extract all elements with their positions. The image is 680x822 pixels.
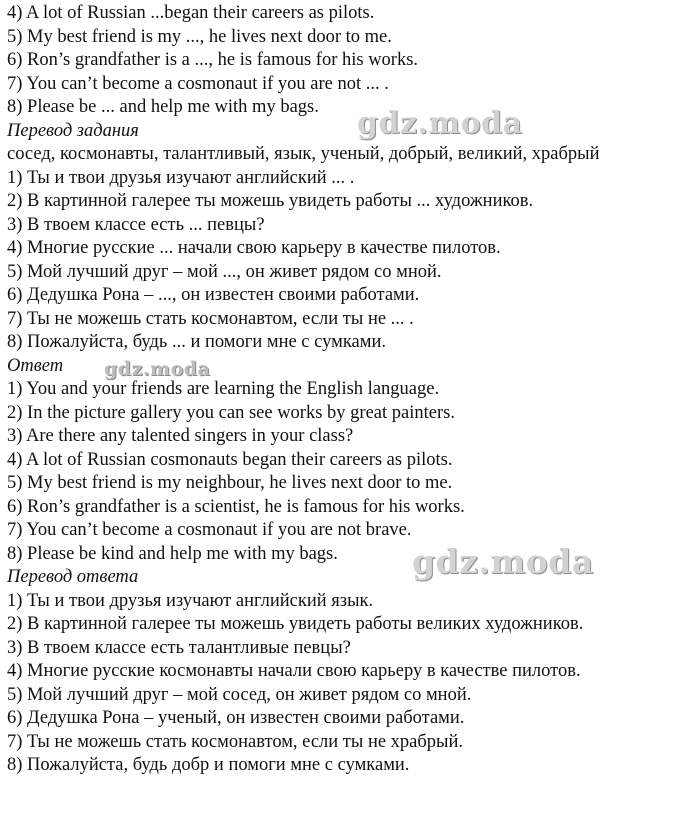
answer-line-5: 5) My best friend is my neighbour, he lives next door to me.	[7, 473, 453, 493]
task-lines	[7, 2, 673, 120]
answer-heading: Ответ	[7, 355, 64, 376]
answer-translation-heading: Перевод ответа	[7, 567, 139, 587]
answer-translation-line-5: 5) Мой лучший друг – мой сосед, он живет рядом со мной.	[7, 684, 472, 705]
task-line-7: 7) You can’t become a cosmonaut if you are not ... .	[7, 73, 389, 94]
task-translation-line-2: 2) В картинной галерее ты можешь увидеть работы ... художников.	[7, 191, 534, 211]
watermark-2: gdz.moda	[104, 358, 211, 380]
answer-translation-line-3: 3) В твоем классе есть талантливые певцы?	[7, 637, 351, 658]
answer-translation-line-8: 8) Пожалуйста, будь добр и помоги мне с сумками.	[7, 755, 410, 775]
document-page	[7, 2, 673, 778]
answer-translation-line-2: 2) В картинной галерее ты можешь увидеть работы великих художников.	[7, 614, 584, 634]
answer-translation-line-7: 7) Ты не можешь стать космонавтом, если ты не храбрый.	[7, 731, 464, 752]
answer-translation-line-1: 1) Ты и твои друзья изучают английский язык.	[7, 590, 374, 611]
task-line-5: 5) My best friend is my ..., he lives next door to me.	[7, 26, 392, 47]
answer-line-8: 8) Please be kind and help me with my bags.	[7, 543, 338, 564]
task-translation-section	[7, 120, 673, 355]
answer-translation-line-6: 6) Дедушка Рона – ученый, он известен своими работами.	[7, 708, 465, 728]
answer-translation-section	[7, 566, 673, 778]
answer-line-6: 6) Ron’s grandfather is a scientist, he is famous for his works.	[7, 496, 465, 517]
answer-section	[7, 355, 673, 567]
task-line-4: 4) A lot of Russian ...began their careers as pilots.	[7, 3, 375, 23]
task-translation-line-5: 5) Мой лучший друг – мой ..., он живет рядом со мной.	[7, 261, 442, 282]
answer-translation-line-4: 4) Многие русские космонавты начали свою карьеру в качестве пилотов.	[7, 661, 581, 681]
task-translation-line-4: 4) Многие русские ... начали свою карьеру в качестве пилотов.	[7, 238, 501, 258]
task-line-6: 6) Ron’s grandfather is a ..., he is famous for his works.	[7, 50, 419, 70]
word-bank: сосед, космонавты, талантливый, язык, ученый, добрый, великий, храбрый	[7, 144, 600, 164]
answer-line-1: 1) You and your friends are learning the English language.	[7, 379, 440, 399]
watermark-1: gdz.moda	[357, 106, 523, 141]
task-translation-line-8: 8) Пожалуйста, будь ... и помоги мне с сумками.	[7, 332, 386, 352]
answer-line-3: 3) Are there any talented singers in your class?	[7, 426, 354, 446]
answer-line-2: 2) In the picture gallery you can see works by great painters.	[7, 402, 455, 423]
task-translation-heading: Перевод задания	[7, 120, 139, 141]
task-line-8: 8) Please be ... and help me with my bags.	[7, 97, 319, 117]
answer-line-4: 4) A lot of Russian cosmonauts began their careers as pilots.	[7, 449, 453, 470]
watermark-3: gdz.moda	[412, 542, 594, 581]
task-translation-line-7: 7) Ты не можешь стать космонавтом, если ты не ... .	[7, 308, 414, 329]
answer-line-7: 7) You can’t become a cosmonaut if you are not brave.	[7, 520, 412, 540]
task-translation-line-3: 3) В твоем классе есть ... певцы?	[7, 214, 265, 235]
task-translation-line-6: 6) Дедушка Рона – ..., он известен своими работами.	[7, 285, 420, 305]
task-translation-line-1: 1) Ты и твои друзья изучают английский ... .	[7, 167, 355, 188]
